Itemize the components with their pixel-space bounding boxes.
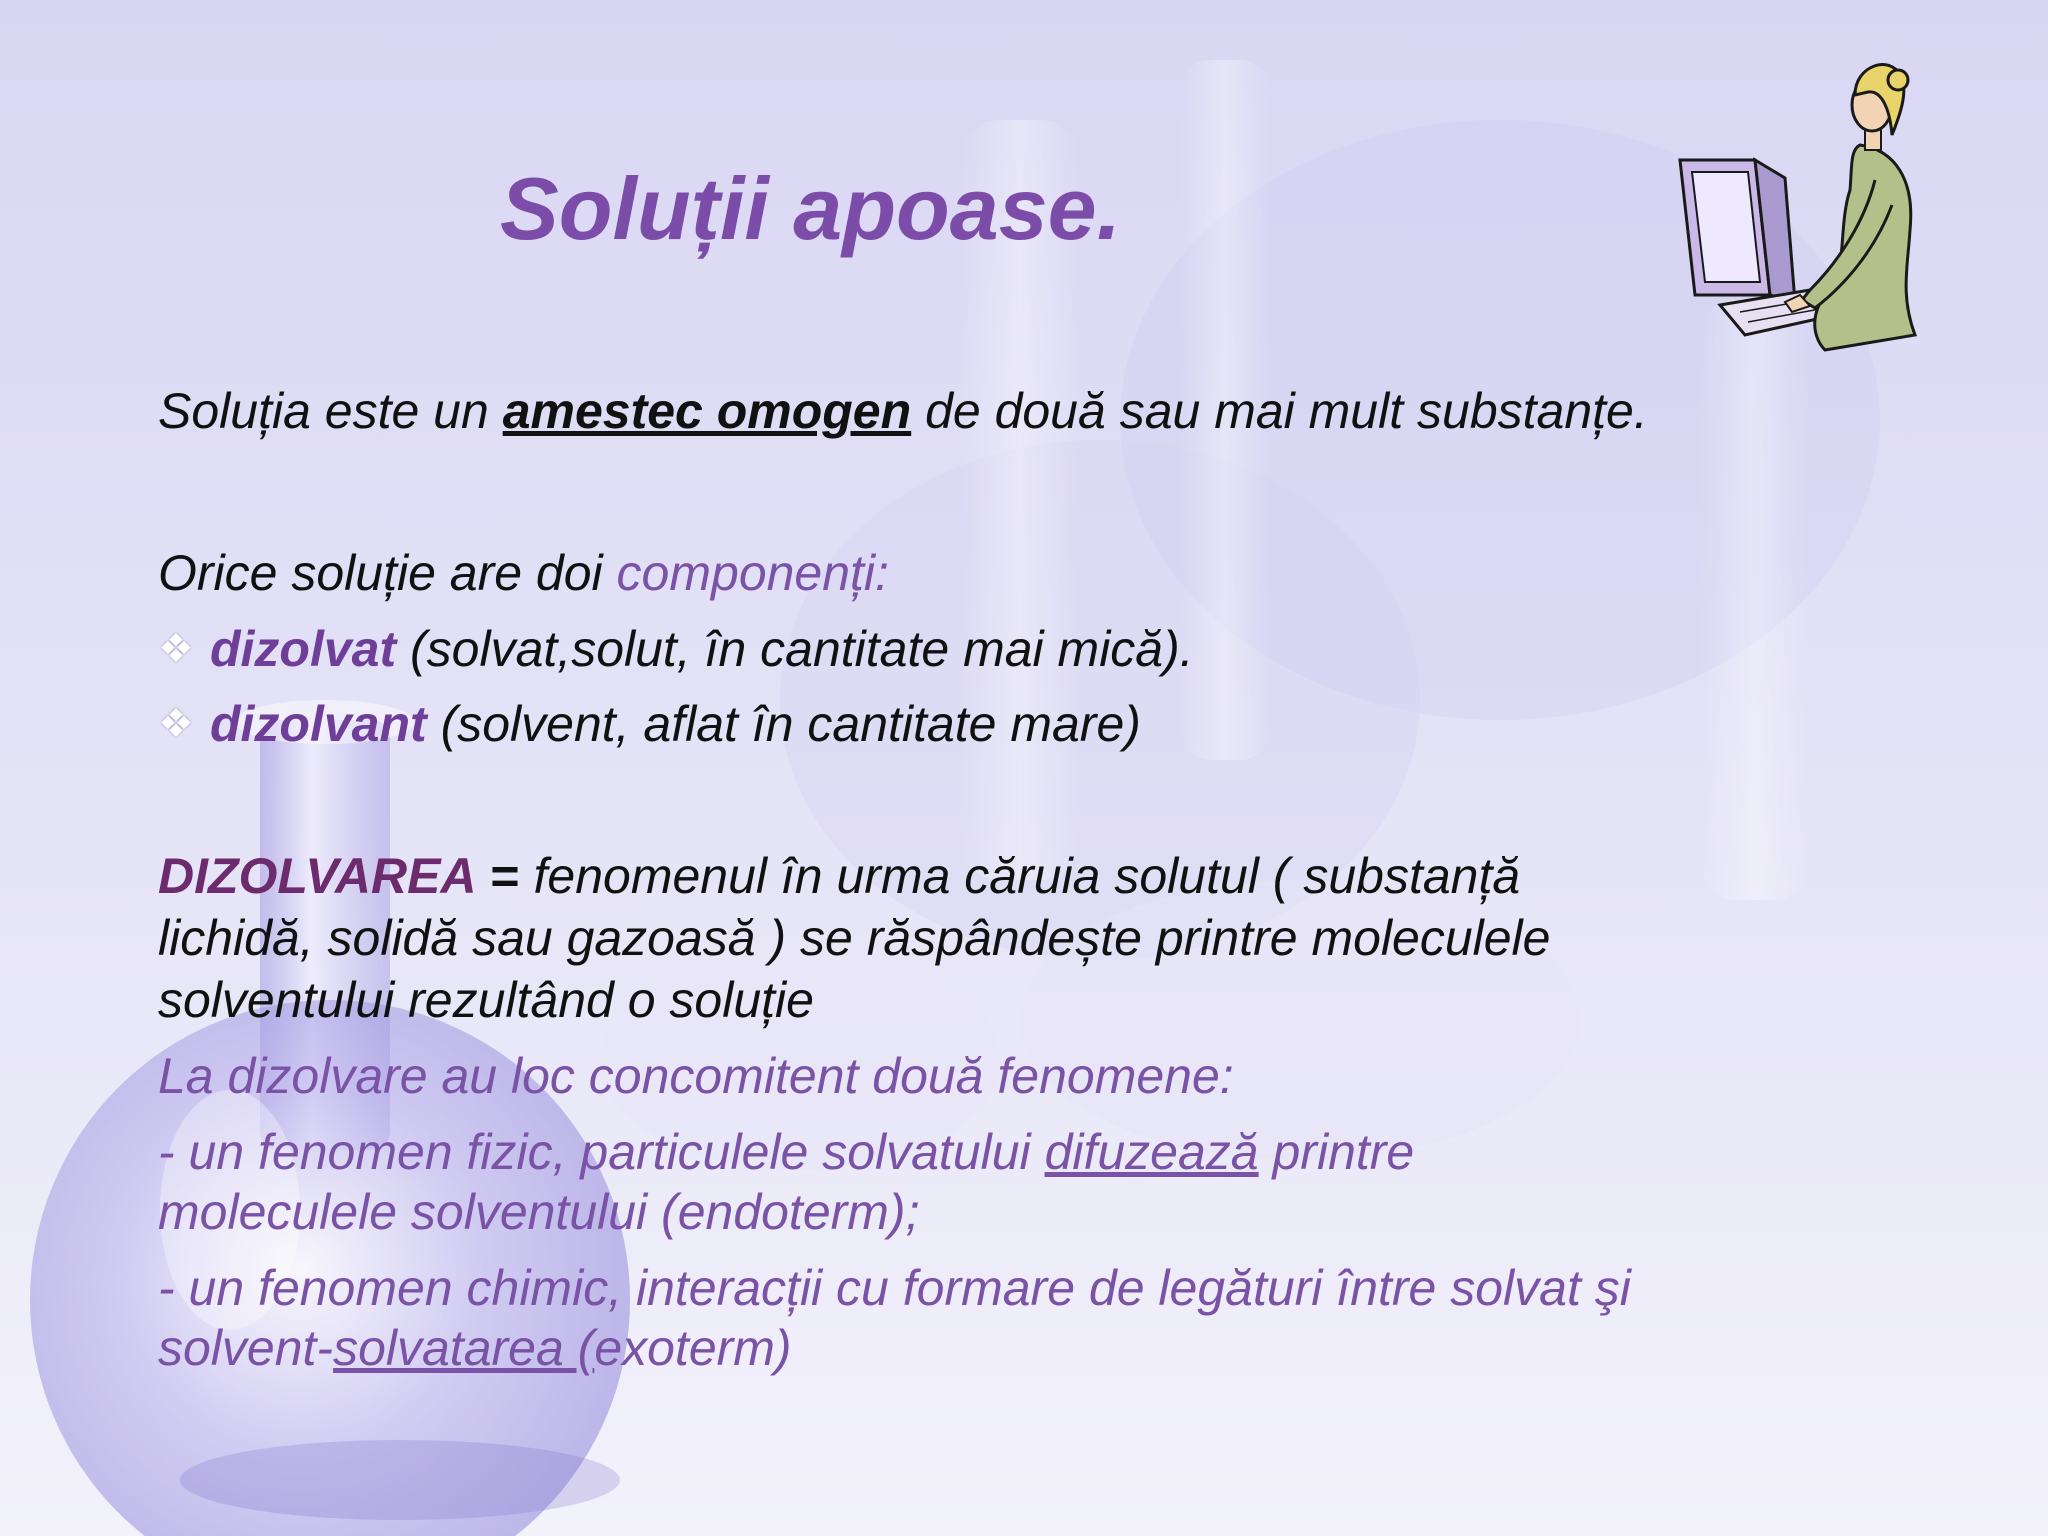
dissolution-line-3: solventului rezultând o soluție — [158, 972, 814, 1028]
chemical-after: exoterm) — [594, 1320, 792, 1376]
definition-after: de două sau mai mult substanțe. — [911, 383, 1648, 439]
list-item-term: dizolvat — [210, 621, 397, 677]
list-item-description: (solvent, aflat în cantitate mare) — [426, 696, 1141, 752]
physical-after: printre — [1258, 1124, 1415, 1180]
diamond-bullet-icon: ❖ — [158, 627, 194, 671]
chemical-before: solvent- — [158, 1320, 334, 1376]
dissolution-line-1 — [158, 845, 1520, 907]
definition-emphasis: amestec omogen — [502, 383, 912, 439]
physical-phenomenon-line-2: moleculele solventului (endoterm); — [158, 1184, 920, 1240]
components-intro-text: Orice soluție are doi — [158, 545, 617, 601]
chemical-phenomenon-line-2 — [158, 1317, 792, 1379]
definition-text — [158, 380, 1648, 442]
diamond-bullet-icon: ❖ — [158, 702, 194, 746]
physical-underlined: difuzează — [1044, 1124, 1259, 1180]
list-item-term: dizolvant — [210, 696, 427, 752]
components-intro — [158, 542, 889, 604]
chemical-underlined: solvatarea ( — [333, 1320, 595, 1376]
definition-before: Soluția este un — [158, 383, 503, 439]
phenomena-intro: La dizolvare au loc concomitent două fenomene: — [158, 1048, 1234, 1104]
dissolution-text-1: fenomenul în urma căruia solutul ( substanță — [533, 848, 1521, 904]
chemical-phenomenon-line-1: - un fenomen chimic, interacții cu formare de legături între solvat şi — [158, 1260, 1631, 1316]
physical-phenomenon-line-1 — [158, 1121, 1414, 1183]
components-highlight: componenți: — [616, 545, 889, 601]
woman-at-computer-icon — [1660, 50, 1940, 355]
physical-before: - un fenomen fizic, particulele solvatului — [158, 1124, 1045, 1180]
dissolution-line-2: lichidă, solidă sau gazoasă ) se răspândește printre moleculele — [158, 910, 1551, 966]
dissolution-term: DIZOLVAREA — [158, 848, 477, 904]
dissolution-equals: = — [476, 848, 534, 904]
page-title: Soluții apoase. — [500, 159, 1122, 258]
list-item-description: (solvat,solut, în cantitate mai mică). — [396, 621, 1194, 677]
list-item — [158, 693, 1141, 755]
list-item — [158, 618, 1194, 680]
